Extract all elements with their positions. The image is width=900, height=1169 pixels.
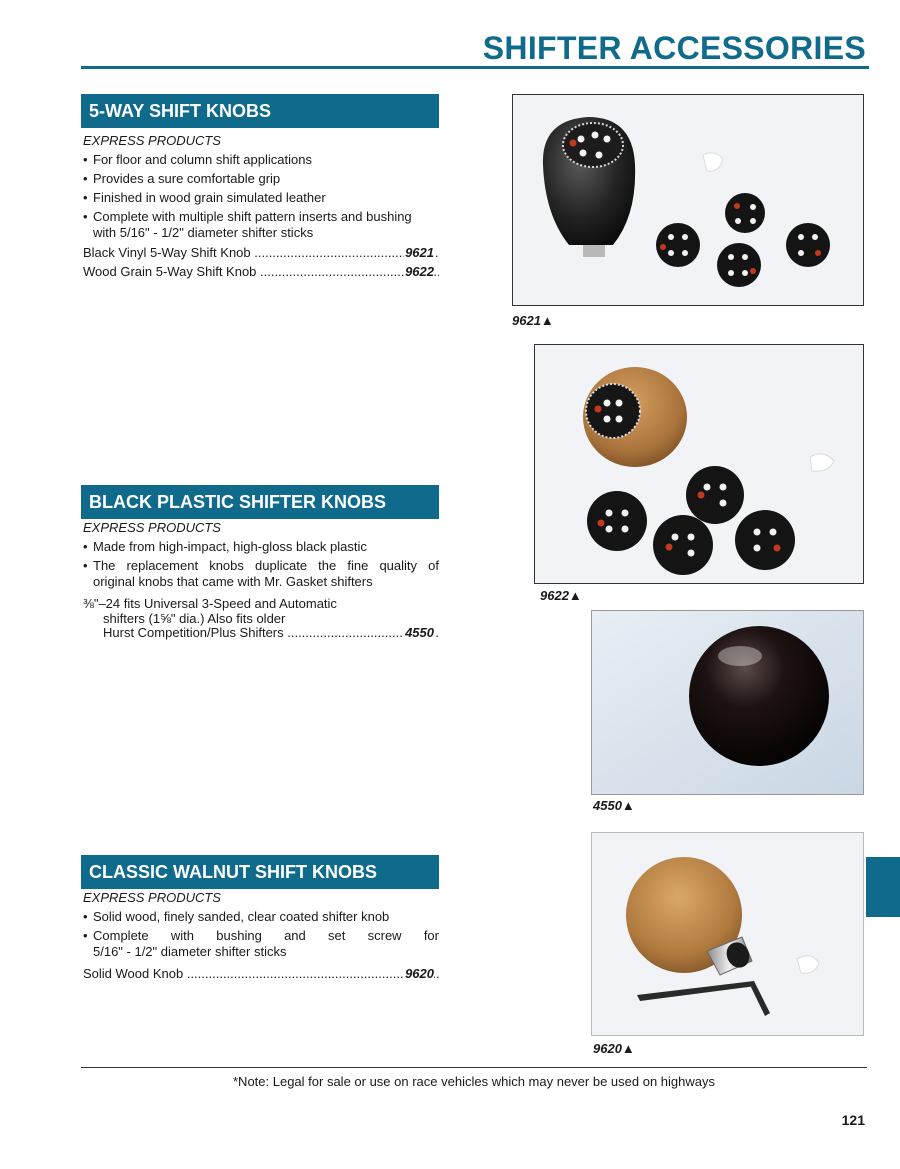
part-number: 9622 xyxy=(405,264,434,279)
bullet: • Complete with multiple shift pattern inserts and bushing with 5/16" - 1/2" diameter shifter sticks xyxy=(83,209,439,241)
bullet-continuation: original knobs that came with Mr. Gasket shifters xyxy=(93,574,373,589)
brand-label: EXPRESS PRODUCTS xyxy=(83,133,221,148)
photo-caption-9622: 9622▲ xyxy=(540,588,582,603)
product-line-4550: ⅜"–24 fits Universal 3-Speed and Automatic shifters (1⅝" dia.) Also fits older Hurst Competition/Plus Shifters ..... 4550 xyxy=(83,596,439,641)
section-body-walnut xyxy=(83,890,439,985)
bullet: • Provides a sure comfortable grip xyxy=(83,171,439,187)
product-line-9621: Black Vinyl 5-Way Shift Knob ..... 9621 xyxy=(83,245,439,261)
page-title: SHIFTER ACCESSORIES xyxy=(482,30,866,66)
section-heading-5way: 5-WAY SHIFT KNOBS xyxy=(81,94,439,128)
bullet-continuation: with 5/16" - 1/2" diameter shifter sticks xyxy=(93,225,314,240)
black-plastic-knob-photo xyxy=(591,610,864,795)
section-heading-walnut: CLASSIC WALNUT SHIFT KNOBS xyxy=(81,855,439,889)
section-body-5way xyxy=(83,133,439,283)
walnut-knob-photo xyxy=(591,832,864,1036)
section-tab-marker xyxy=(866,857,900,917)
photo-caption-9620: 9620▲ xyxy=(593,1041,635,1056)
title-divider xyxy=(81,66,869,69)
footer-divider xyxy=(81,1067,867,1068)
brand-label: EXPRESS PRODUCTS xyxy=(83,520,221,535)
product-line-9622: Wood Grain 5-Way Shift Knob ..... 9622 xyxy=(83,264,439,280)
bullet: • Made from high-impact, high-gloss black plastic xyxy=(83,539,439,555)
page-number: 121 xyxy=(841,1112,865,1128)
black-5way-shift-knob-photo xyxy=(512,94,864,306)
section-body-black-plastic xyxy=(83,520,439,644)
bullet-continuation: 5/16" - 1/2" diameter shifter sticks xyxy=(93,944,287,959)
wood-5way-shift-knob-photo xyxy=(534,344,864,584)
part-number: 9620 xyxy=(405,966,434,981)
bullet: • Solid wood, finely sanded, clear coated shifter knob xyxy=(83,909,439,925)
part-number: 4550 xyxy=(405,625,434,640)
bullet: • The replacement knobs duplicate the fine quality of original knobs that came with Mr. Gasket shifters xyxy=(83,558,439,590)
section-heading-black-plastic: BLACK PLASTIC SHIFTER KNOBS xyxy=(81,485,439,519)
part-number: 9621 xyxy=(405,245,434,260)
bullet: • Finished in wood grain simulated leather xyxy=(83,190,439,206)
legal-note: *Note: Legal for sale or use on race vehicles which may never be used on highways xyxy=(233,1074,715,1089)
product-line-9620: Solid Wood Knob ..... 9620 xyxy=(83,966,439,982)
photo-caption-4550: 4550▲ xyxy=(593,798,635,813)
bullet: • Complete with bushing and set screw for 5/16" - 1/2" diameter shifter sticks xyxy=(83,928,439,960)
bullet: • For floor and column shift applications xyxy=(83,152,439,168)
photo-caption-9621: 9621▲ xyxy=(512,313,554,328)
brand-label: EXPRESS PRODUCTS xyxy=(83,890,221,905)
